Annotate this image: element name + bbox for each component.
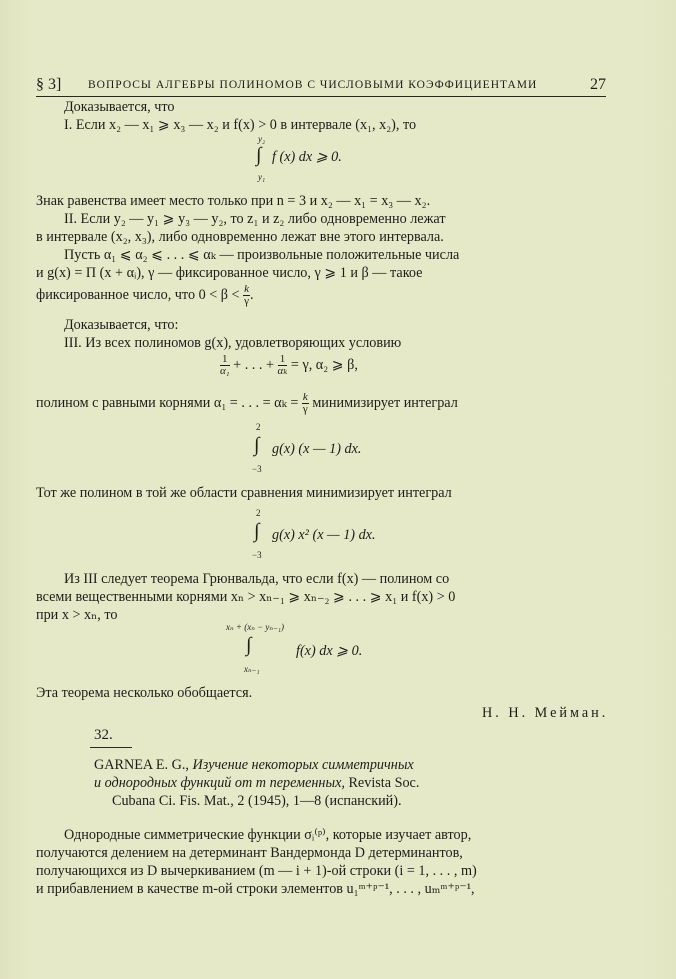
text-line: всеми вещественными корнями xₙ > xₙ₋₁ ⩾ xₙ₋₂ ⩾ . . . ⩾ x₁ и f(x) > 0 <box>36 589 456 605</box>
integral-3 <box>250 508 450 564</box>
text-line: Доказывается, что: <box>64 317 179 333</box>
text-line: Пусть α₁ ⩽ α₂ ⩽ . . . ⩽ αₖ — произвольные положительные числа <box>64 247 460 263</box>
integral-1 <box>250 134 380 186</box>
page-number: 27 <box>590 76 606 93</box>
statement-ii: II. Если y₂ — y₁ ⩾ y₃ — y₂, то z₁ и z₂ либо одновременно лежат <box>64 211 446 227</box>
integral-body: g(x) (x — 1) dx. <box>272 441 362 457</box>
reference-line: и однородных функций от m переменных, Revista Soc. <box>94 775 420 791</box>
text-line: Доказывается, что <box>64 99 175 115</box>
text-line: и g(x) = Π (x + αᵢ), γ — фиксированное число, γ ⩾ 1 и β — такое <box>36 265 423 281</box>
integral-sign-icon: ∫ <box>254 434 260 456</box>
reference-line: Cubana Ci. Fis. Mat., 2 (1945), 1—8 (испанский). <box>112 793 402 809</box>
text-fragment: фиксированное число, что 0 < β < <box>36 286 240 303</box>
statement-iii: III. Из всех полиномов g(x), удовлетворяющих условию <box>64 335 402 351</box>
author-signature: Н. Н. Мейман. <box>482 705 609 721</box>
text-line: получаются делением на детерминант Вандермонда D детерминантов, <box>36 845 463 861</box>
integral-lower-limit: xₙ₋₁ <box>244 664 260 674</box>
integral-body: f (x) dx ⩾ 0. <box>272 149 342 165</box>
entry-number: 32. <box>94 727 113 743</box>
reference-line: GARNEA E. G., Изучение некоторых симметричных <box>94 757 414 773</box>
running-header <box>36 76 606 97</box>
section-marker: § 3] <box>36 76 62 93</box>
integral-body: f(x) dx ⩾ 0. <box>296 643 363 659</box>
divider <box>90 747 132 748</box>
text-line: Эта теорема несколько обобщается. <box>36 685 253 701</box>
text-line: фиксированное число, что 0 < β < $\frac{k}{\gamma}$ . <box>36 283 254 307</box>
integral-upper-limit: 2 <box>256 508 261 518</box>
integral-sign-icon: ∫ <box>256 144 262 166</box>
integral-sign-icon: ∫ <box>246 634 252 656</box>
text-line: в интервале (x₂, x₃), либо одновременно лежат вне этого интервала. <box>36 229 444 245</box>
integral-upper-limit: y₂ <box>258 134 266 144</box>
text-line: Однородные симметрические функции σᵢ⁽ᵖ⁾, которые изучает автор, <box>64 827 472 843</box>
text-line: получающихся из D вычеркиванием (m — i + 1)-ой строки (i = 1, . . . , m) <box>36 863 477 879</box>
text-line: Из III следует теорема Грюнвальда, что если f(x) — полином со <box>64 571 450 587</box>
text-line: Тот же полином в той же области сравнения минимизирует интеграл <box>36 485 452 501</box>
integral-lower-limit: −3 <box>252 550 262 560</box>
integral-sign-icon: ∫ <box>254 520 260 542</box>
equation-condition: $\frac{1}{\text{α₁}}$ + . . . + $\frac{1}{\text{αₖ}}$ = γ, α₂ ⩾ β, <box>220 353 358 377</box>
text-line: при x > xₙ, то <box>36 607 118 623</box>
text-line: Знак равенства имеет место только при n = 3 и x₂ — x₁ = x₃ — x₂. <box>36 193 431 209</box>
text-line: и прибавлением в качестве m-ой строки элементов u₁ᵐ⁺ᵖ⁻¹, . . . , uₘᵐ⁺ᵖ⁻¹, <box>36 881 475 897</box>
fraction: $\frac{k}{\gamma}$ <box>244 283 249 307</box>
text-line: полином с равными корнями α₁ = . . . = αₖ = $\frac{k}{\gamma}$ минимизирует интеграл <box>36 391 458 415</box>
integral-upper-limit: xₙ + (xₙ − yₙ₋₁) <box>226 622 284 632</box>
statement-i: I. Если x₂ — x₁ ⩾ x₃ — x₂ и f(x) > 0 в интервале (x₁, x₂), то <box>64 117 417 133</box>
header-title: ВОПРОСЫ АЛГЕБРЫ ПОЛИНОМОВ С ЧИСЛОВЫМИ КОЭФФИЦИЕНТАМИ <box>88 79 538 91</box>
integral-lower-limit: −3 <box>252 464 262 474</box>
integral-4 <box>226 622 456 678</box>
integral-lower-limit: y₁ <box>258 172 266 182</box>
integral-2 <box>250 422 450 478</box>
integral-upper-limit: 2 <box>256 422 261 432</box>
integral-body: g(x) x² (x — 1) dx. <box>272 527 376 543</box>
